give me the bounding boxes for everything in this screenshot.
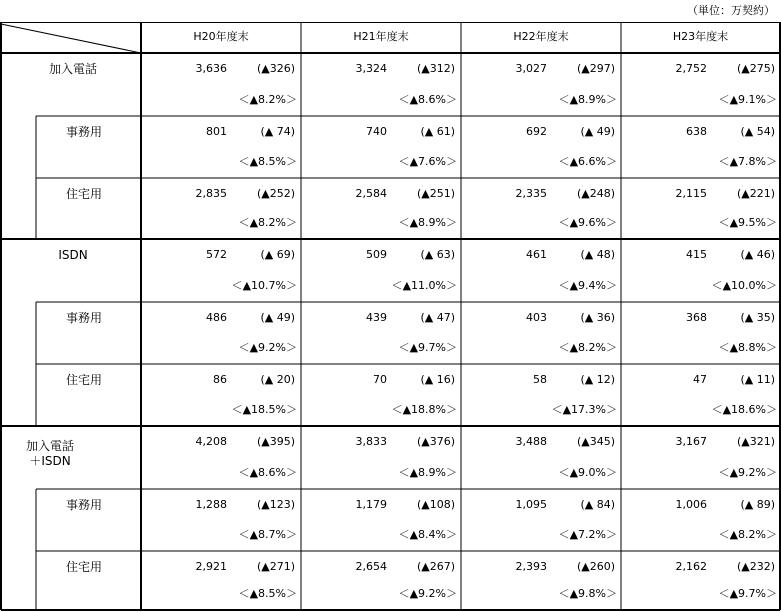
cell-value: 86	[213, 373, 227, 386]
cell-change: (▲ 35)	[740, 311, 775, 324]
cell-rate: ＜▲9.8%＞	[558, 587, 617, 600]
cell-value: 1,006	[675, 498, 707, 511]
cell-value: 801	[206, 125, 227, 138]
cell-rate: ＜▲9.1%＞	[718, 93, 777, 106]
cell-change: (▲ 47)	[420, 311, 455, 324]
cell-value: 2,654	[355, 560, 387, 573]
cell-change: (▲ 89)	[740, 498, 775, 511]
cell-rate: ＜▲9.7%＞	[398, 341, 457, 354]
cell-change: (▲ 63)	[420, 248, 455, 261]
cell-value: 3,027	[515, 62, 547, 75]
cell-change: (▲ 36)	[580, 311, 615, 324]
cell-change: (▲ 69)	[260, 248, 295, 261]
cell-value: 368	[686, 311, 707, 324]
cell-value: 509	[366, 248, 387, 261]
cell-change: (▲345)	[576, 435, 615, 448]
cell-rate: ＜▲9.2%＞	[718, 466, 777, 479]
cell-change: (▲252)	[256, 187, 295, 200]
cell-change: (▲ 16)	[420, 373, 455, 386]
cell-change: (▲221)	[736, 187, 775, 200]
cell-value: 638	[686, 125, 707, 138]
cell-rate: ＜▲7.8%＞	[718, 155, 777, 168]
cell-rate: ＜▲7.6%＞	[398, 155, 457, 168]
cell-rate: ＜▲8.9%＞	[398, 466, 457, 479]
row-label: 住宅用	[66, 560, 103, 574]
cell-rate: ＜▲8.6%＞	[238, 466, 297, 479]
column-header: H21年度末	[353, 30, 409, 43]
row-label: 加入電話 ＋ISDN	[25, 439, 74, 468]
cell-rate: ＜▲8.8%＞	[718, 341, 777, 354]
cell-change: (▲ 54)	[740, 125, 775, 138]
cell-rate: ＜▲9.4%＞	[558, 279, 617, 292]
cell-rate: ＜▲10.0%＞	[711, 279, 777, 292]
cell-rate: ＜▲9.2%＞	[398, 587, 457, 600]
cell-change: (▲ 46)	[740, 248, 775, 261]
cell-change: (▲297)	[576, 62, 615, 75]
cell-change: (▲376)	[416, 435, 455, 448]
cell-value: 2,584	[355, 187, 387, 200]
cell-change: (▲ 61)	[420, 125, 455, 138]
cell-rate: ＜▲18.6%＞	[711, 403, 777, 416]
cell-value: 3,488	[515, 435, 547, 448]
cell-rate: ＜▲8.9%＞	[398, 216, 457, 229]
cell-value: 2,921	[195, 560, 227, 573]
cell-value: 3,833	[355, 435, 387, 448]
cell-rate: ＜▲9.6%＞	[558, 216, 617, 229]
cell-value: 3,324	[355, 62, 387, 75]
header-diagonal	[1, 24, 141, 53]
unit-label: （単位：万契約）	[687, 4, 775, 17]
cell-value: 3,636	[195, 62, 227, 75]
cell-value: 692	[526, 125, 547, 138]
cell-value: 47	[693, 373, 707, 386]
cell-value: 58	[533, 373, 547, 386]
cell-change: (▲248)	[576, 187, 615, 200]
cell-rate: ＜▲9.2%＞	[238, 341, 297, 354]
cell-change: (▲ 48)	[580, 248, 615, 261]
row-label: 事務用	[66, 125, 103, 139]
cell-rate: ＜▲17.3%＞	[551, 403, 617, 416]
row-label: 加入電話	[48, 62, 97, 76]
cell-rate: ＜▲8.2%＞	[238, 93, 297, 106]
row-label: 住宅用	[66, 187, 103, 201]
cell-change: (▲395)	[256, 435, 295, 448]
cell-value: 1,095	[515, 498, 547, 511]
cell-change: (▲ 20)	[260, 373, 295, 386]
cell-value: 2,393	[515, 560, 547, 573]
cell-rate: ＜▲9.5%＞	[718, 216, 777, 229]
cell-change: (▲321)	[736, 435, 775, 448]
cell-value: 2,835	[195, 187, 227, 200]
cell-value: 403	[526, 311, 547, 324]
cell-change: (▲ 74)	[260, 125, 295, 138]
cell-value: 2,115	[675, 187, 707, 200]
cell-change: (▲ 12)	[580, 373, 615, 386]
cell-change: (▲232)	[736, 560, 775, 573]
column-header: H20年度末	[193, 30, 249, 43]
cell-rate: ＜▲8.2%＞	[558, 341, 617, 354]
subscription-table	[0, 22, 781, 611]
cell-rate: ＜▲11.0%＞	[391, 279, 457, 292]
cell-value: 415	[686, 248, 707, 261]
cell-rate: ＜▲7.2%＞	[558, 528, 617, 541]
cell-change: (▲312)	[416, 62, 455, 75]
row-label: 住宅用	[66, 373, 103, 387]
cell-value: 1,288	[195, 498, 227, 511]
column-header: H22年度末	[513, 30, 569, 43]
cell-change: (▲260)	[576, 560, 615, 573]
cell-rate: ＜▲8.5%＞	[238, 587, 297, 600]
cell-rate: ＜▲8.9%＞	[558, 93, 617, 106]
cell-change: (▲108)	[416, 498, 455, 511]
column-header: H23年度末	[672, 30, 729, 43]
cell-rate: ＜▲9.7%＞	[718, 587, 777, 600]
cell-change: (▲ 84)	[580, 498, 615, 511]
cell-rate: ＜▲8.7%＞	[238, 528, 297, 541]
cell-change: (▲ 11)	[740, 373, 775, 386]
cell-change: (▲251)	[416, 187, 455, 200]
row-label: ISDN	[58, 248, 88, 262]
cell-value: 3,167	[675, 435, 707, 448]
cell-rate: ＜▲6.6%＞	[558, 155, 617, 168]
cell-value: 740	[366, 125, 387, 138]
cell-value: 4,208	[195, 435, 227, 448]
row-label: 事務用	[66, 498, 103, 512]
cell-value: 2,335	[515, 187, 547, 200]
cell-change: (▲326)	[256, 62, 295, 75]
cell-change: (▲267)	[416, 560, 455, 573]
cell-rate: ＜▲18.8%＞	[391, 403, 457, 416]
cell-change: (▲271)	[256, 560, 295, 573]
cell-value: 2,752	[675, 62, 707, 75]
cell-value: 2,162	[675, 560, 707, 573]
row-label: 事務用	[66, 311, 103, 325]
cell-value: 439	[366, 311, 387, 324]
cell-change: (▲123)	[256, 498, 295, 511]
cell-value: 486	[206, 311, 227, 324]
cell-rate: ＜▲9.0%＞	[558, 466, 617, 479]
cell-change: (▲ 49)	[580, 125, 615, 138]
cell-value: 461	[526, 248, 547, 261]
cell-change: (▲ 49)	[260, 311, 295, 324]
cell-value: 1,179	[355, 498, 387, 511]
cell-rate: ＜▲18.5%＞	[231, 403, 297, 416]
cell-change: (▲275)	[736, 62, 775, 75]
cell-rate: ＜▲8.2%＞	[718, 528, 777, 541]
cell-rate: ＜▲10.7%＞	[231, 279, 297, 292]
cell-rate: ＜▲8.2%＞	[238, 216, 297, 229]
cell-rate: ＜▲8.6%＞	[398, 93, 457, 106]
cell-rate: ＜▲8.4%＞	[398, 528, 457, 541]
cell-rate: ＜▲8.5%＞	[238, 155, 297, 168]
cell-value: 572	[206, 248, 227, 261]
cell-value: 70	[373, 373, 387, 386]
